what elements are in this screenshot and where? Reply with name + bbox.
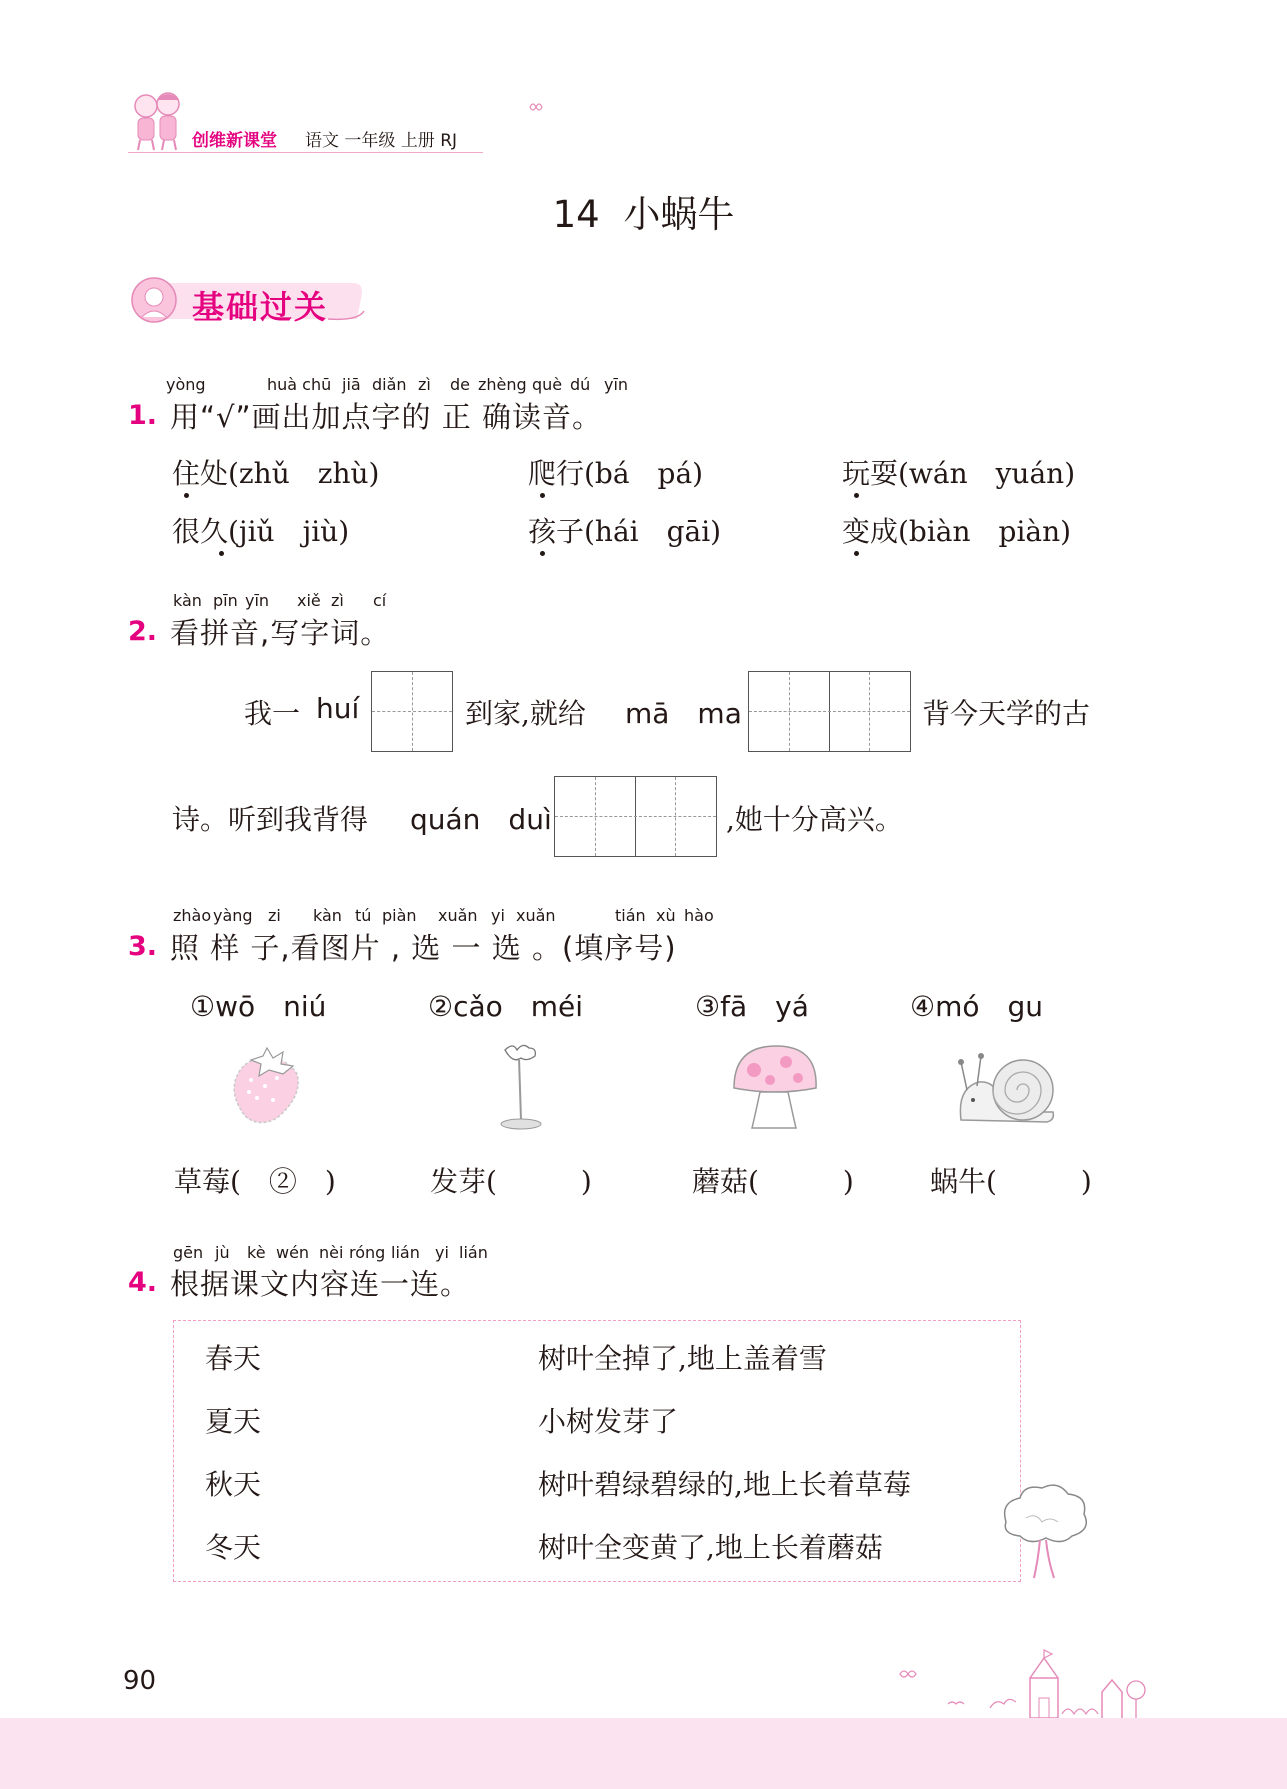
- lesson-number: 14: [552, 193, 600, 236]
- q1-number: 1.: [128, 400, 158, 431]
- q2-pinyin-prompt: mā ma: [625, 697, 742, 730]
- q2-text: 我一: [244, 697, 301, 730]
- emphasis-dot: [854, 551, 859, 556]
- q1-item: 玩耍(wán yuán): [842, 457, 1076, 490]
- tian-grid-box[interactable]: [371, 671, 453, 752]
- tian-grid-box[interactable]: [748, 671, 911, 752]
- q1-item: 变成(biàn piàn): [842, 515, 1072, 548]
- header-brand: 创维新课堂: [192, 131, 277, 151]
- q1-instruction: 用“√”画出加点字的 正 确读音。: [170, 400, 602, 434]
- header-grade: 一年级: [344, 131, 396, 151]
- header-info: [305, 126, 457, 151]
- q2-pinyin-prompt: quán duì: [410, 803, 552, 836]
- header-volume: 上册: [400, 131, 435, 151]
- q2-instruction: 看拼音,写字词。: [170, 616, 391, 650]
- header-subject: 语文: [305, 131, 339, 151]
- season-label[interactable]: 夏天: [205, 1405, 262, 1438]
- q1-pinyin: yòng huà chū jiā diǎn zì de zhèng què dú yīn: [166, 375, 629, 394]
- footer-band: [0, 1718, 1287, 1789]
- season-description[interactable]: 树叶碧绿碧绿的,地上长着草莓: [538, 1468, 911, 1501]
- q1-item: 住处(zhǔ zhù): [172, 457, 380, 490]
- q3-answer[interactable]: 草莓( ② ): [174, 1165, 336, 1198]
- q3-option: ②cǎo méi: [428, 990, 584, 1023]
- q3-option: ④mó gu: [910, 990, 1044, 1023]
- q2-pinyin-prompt: huí: [316, 692, 360, 725]
- q1-item: 爬行(bá pá): [528, 457, 704, 490]
- q3-answer[interactable]: 发芽( ): [430, 1165, 592, 1198]
- emphasis-dot: [219, 551, 224, 556]
- q1-item: 孩子(hái gāi): [528, 515, 722, 548]
- q3-answer[interactable]: 蜗牛( ): [930, 1165, 1092, 1198]
- season-label[interactable]: 冬天: [205, 1531, 262, 1564]
- q4-instruction: 根据课文内容连一连。: [170, 1267, 471, 1301]
- q4-pinyin: gēn jù kè wén nèi róng lián yi lián: [173, 1243, 488, 1262]
- page-number: 90: [123, 1666, 157, 1696]
- tian-grid-box[interactable]: [554, 776, 717, 857]
- emphasis-dot: [184, 493, 189, 498]
- sprout-icon: [495, 1040, 545, 1135]
- castle-decoration-icon: [890, 1648, 1170, 1718]
- q1-item: 很久(jiǔ jiù): [172, 515, 350, 548]
- q2-pinyin: kàn pīn yīn xiě zì cí: [173, 591, 387, 610]
- q3-option: ③fā yá: [695, 990, 809, 1023]
- season-description[interactable]: 小树发芽了: [538, 1405, 679, 1438]
- q2-text: 背今天学的古: [922, 697, 1091, 730]
- q2-text: ,她十分高兴。: [726, 803, 903, 836]
- season-label[interactable]: 春天: [205, 1342, 262, 1375]
- season-description[interactable]: 树叶全掉了,地上盖着雪: [538, 1342, 827, 1375]
- emphasis-dot: [540, 493, 545, 498]
- q2-text: 到家,就给: [465, 697, 586, 730]
- flower-decoration-icon: [528, 100, 546, 114]
- mushroom-icon: [728, 1042, 820, 1134]
- q4-number: 4.: [128, 1267, 158, 1298]
- kids-mascot-icon: [128, 88, 188, 152]
- section-label: 基础过关: [192, 288, 329, 326]
- snail-icon: [953, 1050, 1058, 1132]
- q2-number: 2.: [128, 616, 158, 647]
- season-description[interactable]: 树叶全变黄了,地上长着蘑菇: [538, 1531, 883, 1564]
- emphasis-dot: [854, 493, 859, 498]
- q3-answer[interactable]: 蘑菇( ): [692, 1165, 854, 1198]
- tree-icon: [996, 1482, 1092, 1582]
- season-label[interactable]: 秋天: [205, 1468, 262, 1501]
- q3-instruction: 照 样 子,看图片 , 选 一 选 。(填序号): [170, 931, 677, 965]
- strawberry-icon: [215, 1042, 310, 1126]
- q3-number: 3.: [128, 931, 158, 962]
- header-edition: RJ: [440, 131, 458, 151]
- lesson-name: 小蜗牛: [623, 193, 735, 236]
- lesson-title: [0, 184, 1287, 238]
- header-divider: [128, 152, 483, 153]
- q2-text: 诗。听到我背得: [172, 803, 369, 836]
- emphasis-dot: [540, 551, 545, 556]
- q3-option: ①wō niú: [190, 990, 327, 1023]
- q3-pinyin: zhào yàng zi kàn tú piàn xuǎn yi xuǎn tián xù hào: [173, 906, 714, 925]
